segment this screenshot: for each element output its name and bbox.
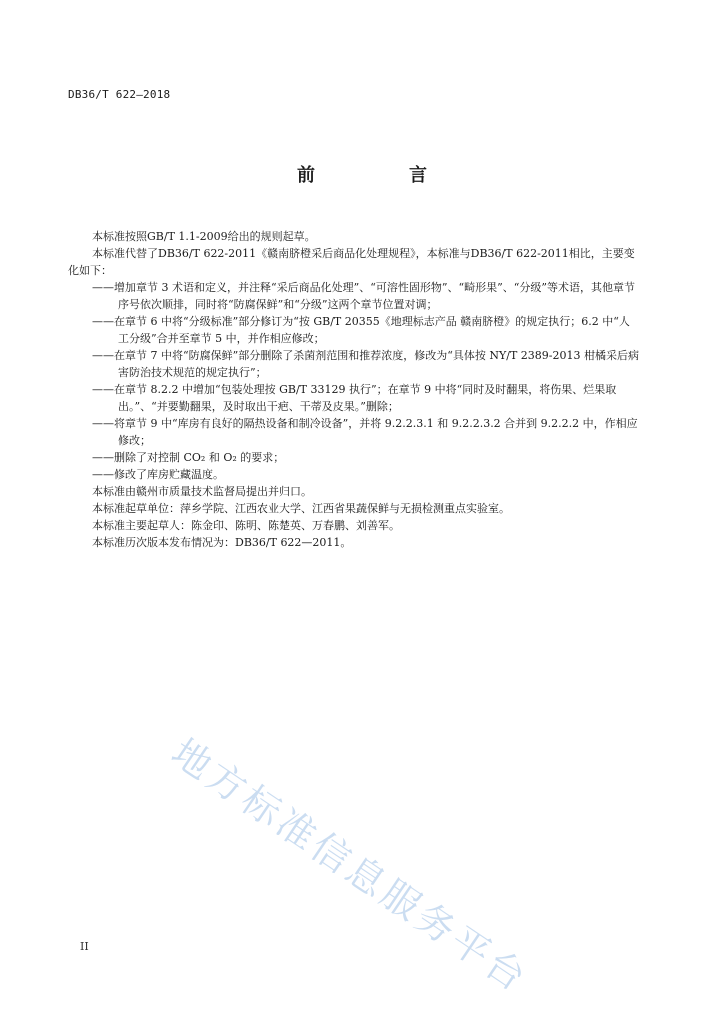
foreword-body (68, 228, 640, 551)
page-title: 前 言 (297, 165, 465, 186)
change-item-packaging: ——在章节 8.2.2 中增加“包装处理按 GB/T 33129 执行”；在章节 9 中将“同时及时翻果，将伤果、烂果取出。”、“并要勤翻果，及时取出干疤、干蒂及皮果。”删除； (92, 383, 617, 413)
change-item-storage-equipment: ——将章节 9 中“库房有良好的隔热设备和制冷设备”，并将 9.2.2.3.1 和 9.2.2.3.2 合并到 9.2.2.2 中，作相应修改； (92, 417, 638, 447)
document-code: DB36/T 622—2018 (68, 88, 171, 101)
change-item-temperature: ——修改了库房贮藏温度。 (92, 468, 224, 481)
change-item-grading: ——在章节 6 中将“分级标准”部分修订为“按 GB/T 20355《地理标志产品 赣南脐橙》的规定执行；6.2 中“人工分级”合并至章节 5 中，并作相应修改； (92, 315, 630, 345)
paragraph-proposer: 本标准由赣州市质量技术监督局提出并归口。 (92, 485, 312, 498)
page-number: II (80, 940, 89, 953)
change-item-preservation: ——在章节 7 中将“防腐保鲜”部分删除了杀菌剂范围和推荐浓度，修改为“具体按 NY/T 2389-2013 柑橘采后病害防治技术规范的规定执行”； (92, 349, 639, 379)
paragraph-replacement-note: 本标准代替了DB36/T 622-2011《赣南脐橙采后商品化处理规程》，本标准与DB36/T 622-2011相比，主要变化如下： (68, 247, 635, 277)
paragraph-drafting-units: 本标准起草单位：萍乡学院、江西农业大学、江西省果蔬保鲜与无损检测重点实验室。 (92, 502, 510, 515)
paragraph-drafters: 本标准主要起草人：陈金印、陈明、陈楚英、万春鹏、刘善军。 (92, 519, 400, 532)
watermark-text: 地方标准信息服务平台 (163, 730, 537, 1002)
change-item-gas-control: ——删除了对控制 CO₂ 和 O₂ 的要求； (92, 451, 285, 464)
change-item-terms: ——增加章节 3 术语和定义，并注释“采后商品化处理”、“可溶性固形物”、“畸形果”、“分级”等术语，其他章节序号依次顺排，同时将“防腐保鲜”和“分级”这两个章节位置对调； (92, 281, 635, 311)
paragraph-drafting-rule: 本标准按照GB/T 1.1-2009给出的规则起草。 (92, 230, 316, 243)
paragraph-version-history: 本标准历次版本发布情况为：DB36/T 622—2011。 (92, 536, 352, 549)
